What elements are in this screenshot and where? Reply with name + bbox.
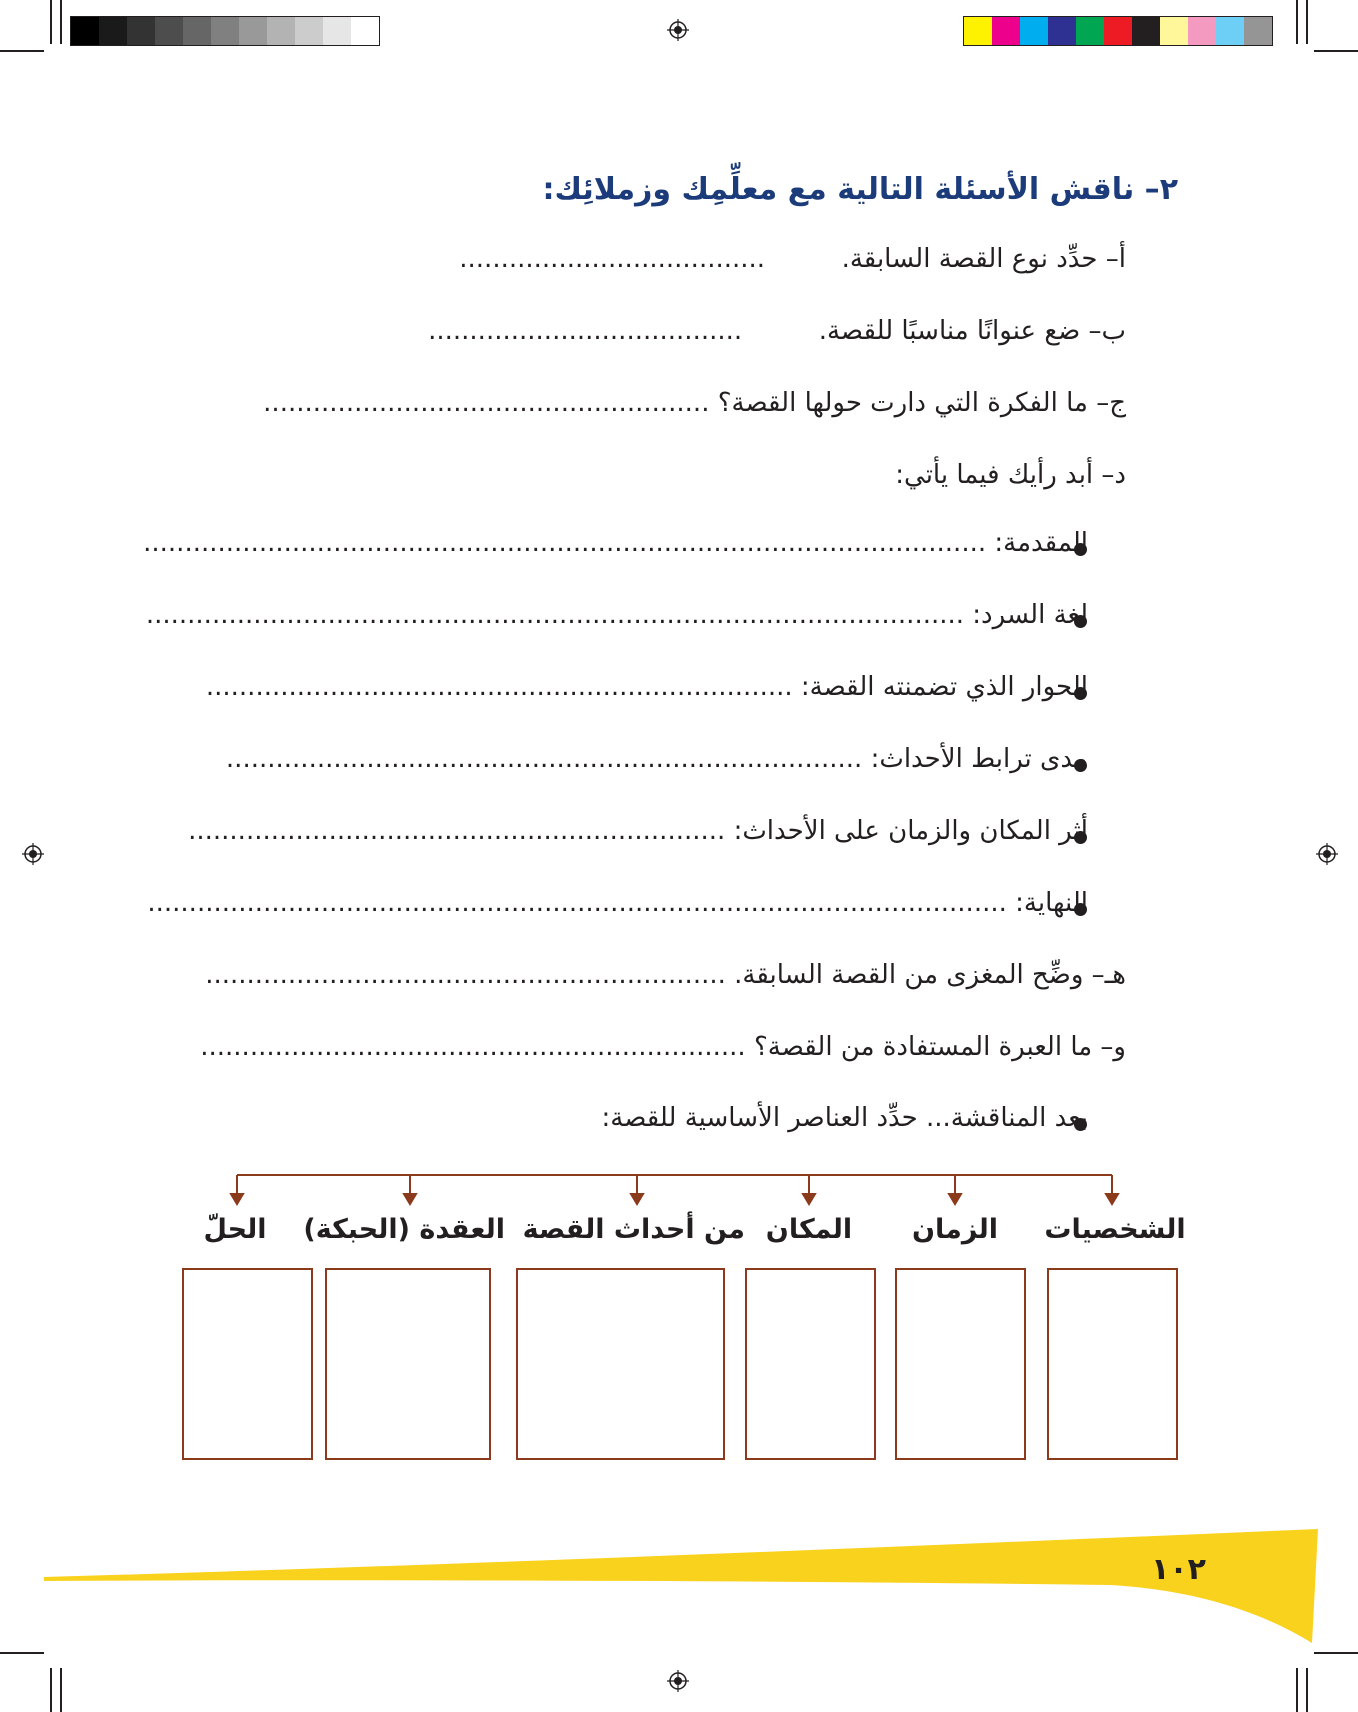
answer-dots[interactable]: ................................................................. [188,816,726,846]
answer-box-time[interactable] [895,1268,1026,1460]
question-text: ج– ما الفكرة التي دارت حولها القصة؟ [717,388,1126,418]
crop-mark-top-right-v [1296,0,1298,44]
opinion-item-dialogue [206,672,1088,702]
item-label: أثر المكان والزمان على الأحداث: [733,816,1088,846]
arrow-down-icon [231,1175,243,1204]
item-label: الحوار الذي تضمنته القصة: [800,672,1088,702]
label-plot: العقدة (الحبكة) [303,1214,505,1245]
grayscale-swatch [99,17,127,45]
item-label: لغة السرد: [972,600,1088,630]
crop-mark-top-left-v2 [60,0,62,44]
grayscale-swatch [155,17,183,45]
label-events: من أحداث القصة [522,1214,745,1245]
question-c [263,388,1126,418]
arrow-down-icon [803,1175,815,1204]
crop-mark-bottom-right-v [1296,1668,1298,1712]
grayscale-swatch [351,17,379,45]
opinion-item-ending [147,888,1088,918]
answer-dots[interactable]: ............................................................... [205,960,726,990]
item-label: النهاية: [1015,888,1088,918]
page-number: ١٠٢ [1151,1552,1206,1587]
question-a [459,244,1126,274]
answer-box-characters[interactable] [1047,1268,1178,1460]
grayscale-swatch [211,17,239,45]
question-text: د– أبد رأيك فيما يأتي: [895,460,1126,490]
crop-mark-bottom-left-h [0,1652,44,1654]
color-swatch [1244,17,1272,45]
question-f [200,1032,1126,1062]
answer-box-events[interactable] [516,1268,725,1460]
label-characters: الشخصيات [1044,1214,1186,1245]
item-label: مدى ترابط الأحداث: [870,744,1088,774]
color-swatch [1104,17,1132,45]
color-swatch [1048,17,1076,45]
grayscale-swatch [239,17,267,45]
color-swatch [992,17,1020,45]
grayscale-swatch-bar [70,16,380,46]
answer-box-plot[interactable] [325,1268,491,1460]
question-e [205,960,1126,990]
color-swatch [1076,17,1104,45]
crop-mark-top-right-v2 [1306,0,1308,44]
opinion-item-coherence [226,744,1088,774]
grayscale-swatch [295,17,323,45]
arrow-down-icon [1106,1175,1118,1204]
exercise-heading: ٢– ناقش الأسئلة التالية مع معلِّمِك وزملائِك: [542,172,1178,207]
grayscale-swatch [127,17,155,45]
crop-mark-top-right-h [1314,50,1358,52]
arrow-down-icon [404,1175,416,1204]
answer-dots[interactable]: .................................................................. [200,1032,746,1062]
answer-dots[interactable]: ...................................................................................................... [143,528,987,558]
answer-dots[interactable]: ...................................................... [263,388,710,418]
opinion-item-intro [143,528,1088,558]
question-d [895,460,1126,490]
answer-dots[interactable]: ........................................................................................................ [147,888,1007,918]
grayscale-swatch [183,17,211,45]
crop-mark-bottom-left-v [50,1668,52,1712]
answer-box-resolution[interactable] [182,1268,313,1460]
color-swatch [1216,17,1244,45]
item-label: المقدمة: [994,528,1088,558]
color-swatch-bar [963,16,1273,46]
color-swatch [1188,17,1216,45]
after-discussion-instruction: بعد المناقشة... حدِّد العناصر الأساسية للقصة: [601,1103,1088,1133]
color-swatch [1132,17,1160,45]
opinion-item-setting [188,816,1088,846]
crop-mark-bottom-left-v2 [60,1668,62,1712]
grayscale-swatch [267,17,295,45]
answer-dots[interactable]: ..................................... [459,244,766,274]
answer-dots[interactable]: ................................................................................................... [145,600,965,630]
crop-mark-top-left-h [0,50,44,52]
label-place: المكان [765,1214,853,1245]
registration-mark-left [22,843,44,865]
grayscale-swatch [71,17,99,45]
color-swatch [1160,17,1188,45]
opinion-item-narration [146,600,1088,630]
answer-dots[interactable]: ...................................... [428,316,743,346]
label-time: الزمان [911,1214,999,1245]
grayscale-swatch [323,17,351,45]
answer-box-place[interactable] [745,1268,876,1460]
question-text: و– ما العبرة المستفادة من القصة؟ [753,1032,1126,1062]
answer-dots[interactable]: ............................................................................. [225,744,863,774]
question-text: ب– ضع عنوانًا مناسبًا للقصة. [818,316,1126,346]
registration-mark-right [1316,843,1338,865]
question-text: أ– حدِّد نوع القصة السابقة. [841,244,1126,274]
color-swatch [964,17,992,45]
registration-mark-bottom [667,1670,689,1692]
color-swatch [1020,17,1048,45]
story-elements-arrows [0,1168,1358,1208]
question-text: هـ– وضِّح المغزى من القصة السابقة. [734,960,1126,990]
arrow-down-icon [631,1175,643,1204]
answer-dots[interactable]: ....................................................................... [205,672,793,702]
arrow-down-icon [949,1175,961,1204]
crop-mark-bottom-right-v2 [1306,1668,1308,1712]
crop-mark-top-left-v [50,0,52,44]
crop-mark-bottom-right-h [1314,1652,1358,1654]
registration-mark-top [667,19,689,41]
label-resolution: الحلّ [203,1214,267,1245]
question-b [428,316,1126,346]
